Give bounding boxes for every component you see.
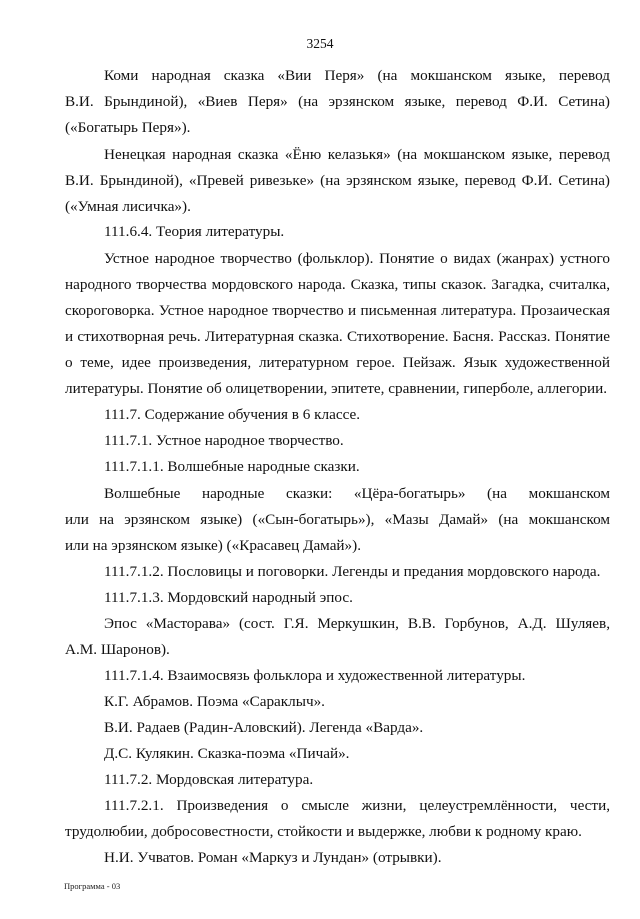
text-line: 111.7.2.1. Произведения о смысле жизни, целеустремлённости, чести, <box>104 797 610 814</box>
text-line: В.И. Радаев (Радин-Аловский). Легенда «Варда». <box>104 719 424 736</box>
text-line: А.М. Шаронов). <box>65 641 170 658</box>
text-line: и стихотворная речь. Литературная сказка. Стихотворение. Басня. Рассказ. Понятие <box>65 328 610 345</box>
text-line: («Умная лисичка»). <box>65 198 191 215</box>
text-line: скороговорка. Устное народное творчество и письменная литература. Прозаическая <box>65 302 610 319</box>
text-line: В.И. Брындиной), «Виев Перя» (на эрзянском языке, перевод Ф.И. Сетина) <box>65 93 610 110</box>
text-line: Эпос «Масторава» (сост. Г.Я. Меркушкин, В.В. Горбунов, А.Д. Шуляев, <box>104 615 610 632</box>
page-number: 3254 <box>306 36 334 51</box>
text-line: или на эрзянском языке) («Сын-богатырь»), «Мазы Дамай» (на мокшанском <box>65 511 610 528</box>
section-heading: 111.7.1.2. Пословицы и поговорки. Легенды и предания мордовского народа. <box>104 563 601 580</box>
text-line: или на эрзянском языке) («Красавец Дамай»). <box>65 537 362 554</box>
section-heading: 111.7.1.1. Волшебные народные сказки. <box>104 458 360 475</box>
text-line: Д.С. Кулякин. Сказка-поэма «Пичай». <box>104 745 350 762</box>
text-line: В.И. Брындиной), «Превей ривезькe» (на эрзянском языке, перевод Ф.И. Сетина) <box>65 172 610 189</box>
section-heading: 111.7.1.3. Мордовский народный эпос. <box>104 589 353 606</box>
text-line: Ненецкая народная сказка «Ёню келазькя» (на мокшанском языке, перевод <box>104 146 610 163</box>
section-heading: 111.7.2. Мордовская литература. <box>104 771 314 788</box>
section-heading: 111.7.1.4. Взаимосвязь фольклора и художественной литературы. <box>104 667 526 684</box>
section-heading: 111.7.1. Устное народное творчество. <box>104 432 344 449</box>
section-heading: 111.6.4. Теория литературы. <box>104 223 285 240</box>
text-line: литературы. Понятие об олицетворении, эпитете, сравнении, гиперболе, аллегории. <box>65 380 608 397</box>
text-line: Н.И. Учватов. Роман «Маркуз и Лундан» (отрывки). <box>104 849 442 866</box>
text-line: народного творчества мордовского народа. Сказка, типы сказок. Загадка, считалка, <box>65 276 610 293</box>
text-line: («Богатырь Перя»). <box>65 119 191 136</box>
text-line: К.Г. Абрамов. Поэма «Сараклыч». <box>104 693 325 710</box>
text-line: Коми народная сказка «Вии Перя» (на мокшанском языке, перевод <box>104 67 610 84</box>
text-line: Устное народное творчество (фольклор). Понятие о видах (жанрах) устного <box>104 250 610 267</box>
text-line: трудолюбии, добросовестности, стойкости и выдержке, любви к родному краю. <box>65 823 582 840</box>
text-line: о теме, идее произведения, литературном герое. Пейзаж. Язык художественной <box>65 354 610 371</box>
text-line: Волшебные народные сказки: «Цёра-богатырь» (на мокшанском <box>104 485 610 502</box>
footer-note: Программа - 03 <box>64 881 121 891</box>
section-heading: 111.7. Содержание обучения в 6 классе. <box>104 406 361 423</box>
